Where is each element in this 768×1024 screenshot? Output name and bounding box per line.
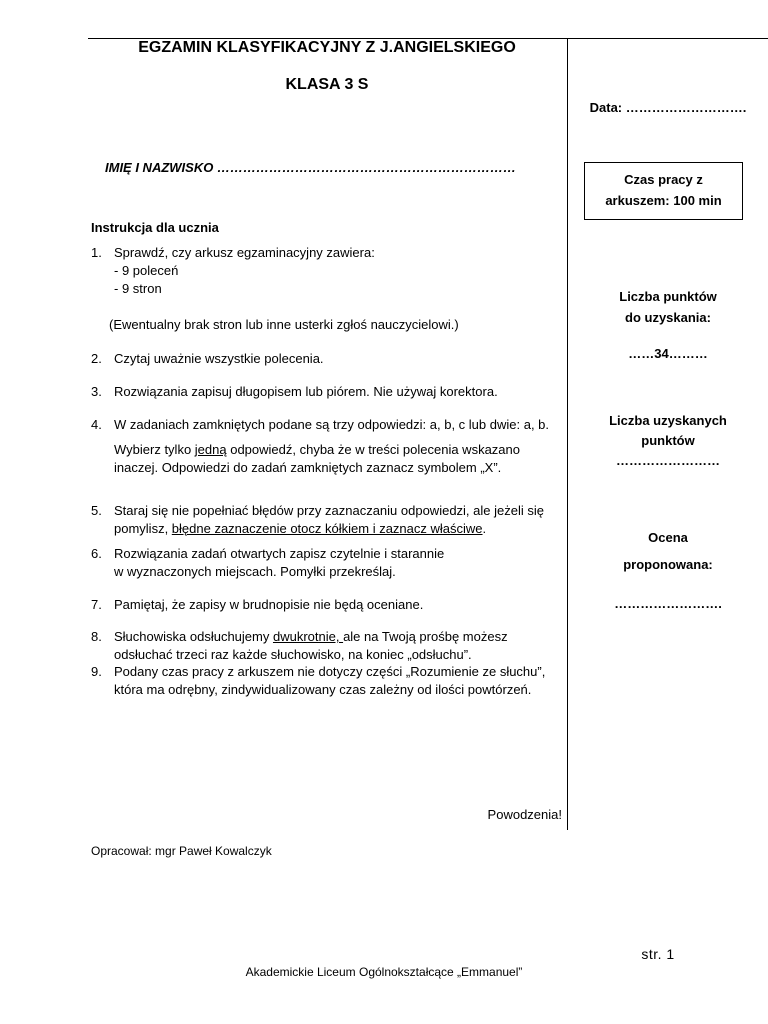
text-run: .	[482, 521, 487, 536]
instruction-item	[91, 416, 565, 496]
item-subline: - 9 poleceń	[114, 263, 179, 278]
instruction-item	[91, 663, 565, 717]
item-number: 2.	[91, 351, 102, 366]
item-number: 8.	[91, 629, 102, 644]
instruction-item	[91, 628, 565, 664]
item-text: Rozwiązania zapisuj długopisem lub piórem. Nie używaj korektora.	[114, 384, 498, 399]
text-run: Staraj się nie popełniać błędów przy zaznaczaniu odpowiedzi, ale jeżeli się pomylisz,	[114, 503, 544, 536]
earned-label: Liczba uzyskanych	[609, 413, 727, 428]
item-number: 7.	[91, 597, 102, 612]
class-label: KLASA 3 S	[285, 76, 369, 93]
time-box	[584, 162, 743, 220]
item-number: 6.	[91, 546, 102, 561]
points-possible	[568, 286, 768, 328]
instruction-item	[91, 545, 565, 581]
item-number: 4.	[91, 417, 102, 432]
student-name-field: IMIĘ I NAZWISKO ……………………………………………………………	[105, 160, 516, 175]
item-text: Podany czas pracy z arkuszem nie dotyczy części „Rozumienie ze słuchu”, która ma odrębny, zindywidualizowany czas zależny od ilości powtórzeń.	[114, 664, 546, 697]
item-text: W zadaniach zamkniętych podane są trzy odpowiedzi: a, b, c lub dwie: a, b.	[114, 417, 550, 432]
grade-label: proponowana:	[623, 557, 713, 572]
item-number: 5.	[91, 503, 102, 518]
text-run: odpowiedź, chyba że w treści polecenia wskazano inaczej. Odpowiedzi do zadań zamkniętych zaznacz symbolem „X”.	[114, 442, 520, 475]
item-text: Sprawdź, czy arkusz egzaminacyjny zawiera:	[114, 245, 375, 260]
item-text: Pamiętaj, że zapisy w brudnopisie nie będą oceniane.	[114, 597, 424, 612]
grade-value: …………………….	[614, 596, 722, 611]
underlined-text: błędne zaznaczenie otocz kółkiem i zaznacz właściwe	[171, 521, 483, 536]
text-run: ale na Twoją prośbę możesz odsłuchać trzeci raz każde słuchowisko, na koniec „odsłuchu”.	[114, 629, 508, 662]
points-label: do uzyskania:	[625, 310, 711, 325]
time-label: Czas pracy z	[624, 172, 703, 187]
page-number: str. 1	[641, 946, 675, 962]
instruction-item	[91, 502, 565, 538]
time-value: arkuszem: 100 min	[605, 193, 722, 208]
earned-label: punktów	[641, 433, 695, 448]
item-number: 9.	[91, 664, 102, 679]
points-possible-value: ……34………	[628, 346, 708, 361]
text-run: Słuchowiska odsłuchujemy	[114, 629, 273, 644]
item-text: w wyznaczonych miejscach. Pomyłki przekreślaj.	[114, 564, 396, 579]
date-field: Data: ……………………….	[589, 100, 747, 115]
author-credit: Opracował: mgr Paweł Kowalczyk	[91, 844, 272, 858]
item-paragraph	[114, 441, 565, 477]
school-name: Akademickie Liceum Ogólnokształcące „Emmanuel”	[245, 965, 523, 979]
instructions-heading: Instrukcja dla ucznia	[91, 220, 219, 235]
points-label: Liczba punktów	[619, 289, 717, 304]
text-run: Wybierz tylko	[114, 442, 195, 457]
underlined-text: jedną	[194, 442, 227, 457]
underlined-text: dwukrotnie,	[272, 629, 344, 644]
closing-text: Powodzenia!	[487, 807, 562, 822]
item-number: 1.	[91, 245, 102, 260]
item-note: (Ewentualny brak stron lub inne usterki zgłoś nauczycielowi.)	[109, 317, 459, 332]
exam-title: EGZAMIN KLASYFIKACYJNY Z J.ANGIELSKIEGO	[138, 39, 516, 56]
item-number: 3.	[91, 384, 102, 399]
item-subline: - 9 stron	[114, 281, 162, 296]
item-text: Czytaj uważnie wszystkie polecenia.	[114, 351, 324, 366]
points-earned-value: ……………………	[616, 453, 720, 468]
points-earned	[568, 411, 768, 451]
item-text: Rozwiązania zadań otwartych zapisz czytelnie i starannie	[114, 546, 445, 561]
grade-label: Ocena	[648, 530, 688, 545]
